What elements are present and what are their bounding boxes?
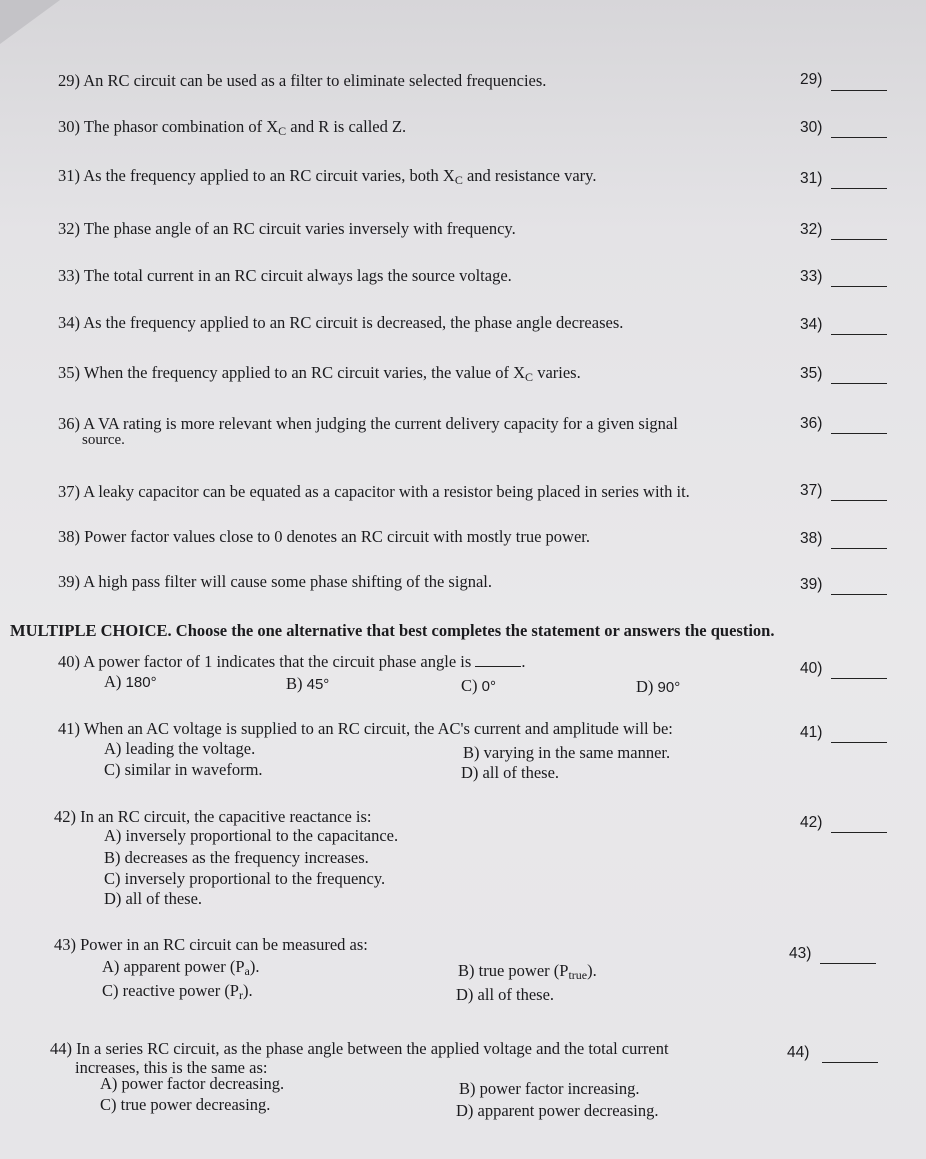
question-41-option-b[interactable]: B) varying in the same manner.: [463, 743, 671, 762]
question-43-text: 43) Power in an RC circuit can be measured as:: [54, 935, 368, 954]
answer-blank-39[interactable]: [831, 594, 887, 595]
question-36-continuation: source.: [82, 432, 125, 448]
question-33-number: 33): [800, 268, 823, 285]
question-44-option-a[interactable]: A) power factor decreasing.: [100, 1074, 285, 1093]
question-44-option-c[interactable]: C) true power decreasing.: [100, 1095, 271, 1114]
question-41-option-a[interactable]: A) leading the voltage.: [104, 739, 256, 758]
answer-blank-44[interactable]: [822, 1062, 878, 1063]
answer-blank-29[interactable]: [831, 90, 887, 91]
answer-blank-38[interactable]: [831, 548, 887, 549]
answer-blank-40[interactable]: [831, 678, 887, 679]
multiple-choice-heading: MULTIPLE CHOICE. Choose the one alternative that best completes the statement or answers the question.: [10, 621, 775, 640]
question-36-text: 36) A VA rating is more relevant when judging the current delivery capacity for a given signal: [58, 414, 678, 433]
question-43-option-c[interactable]: C) reactive power $(P_r)$.: [102, 981, 253, 1002]
question-44-continuation: increases, this is the same as:: [75, 1058, 268, 1077]
question-41-number: 41): [800, 724, 823, 741]
answer-blank-34[interactable]: [831, 334, 887, 335]
question-34-number: 34): [800, 316, 823, 333]
question-41-option-c[interactable]: C) similar in waveform.: [104, 760, 263, 779]
answer-blank-33[interactable]: [831, 286, 887, 287]
question-37-number: 37): [800, 482, 823, 499]
question-42-option-a[interactable]: A) inversely proportional to the capacitance.: [104, 826, 399, 845]
question-40-option-b[interactable]: B) 45°: [286, 674, 330, 693]
question-39-text: 39) A high pass filter will cause some phase shifting of the signal.: [58, 572, 492, 591]
question-42-text: 42) In an RC circuit, the capacitive reactance is:: [54, 807, 372, 826]
question-43-number: 43): [789, 945, 812, 962]
answer-blank-36[interactable]: [831, 433, 887, 434]
question-40-number: 40): [800, 660, 823, 677]
question-30-number: 30): [800, 119, 823, 136]
question-40-option-d[interactable]: D) 90°: [636, 677, 681, 696]
question-31-number: 31): [800, 170, 823, 187]
inline-blank: [475, 654, 521, 667]
question-30-text: 30) The phasor combination of $X_C$ and R is called Z.: [58, 117, 407, 138]
question-44-text: 44) In a series RC circuit, as the phase angle between the applied voltage and the total current: [50, 1039, 669, 1058]
page-corner-shadow: [0, 0, 60, 44]
answer-blank-41[interactable]: [831, 742, 887, 743]
question-34-text: 34) As the frequency applied to an RC circuit is decreased, the phase angle decreases.: [58, 313, 624, 332]
question-43-option-b[interactable]: B) true power $(P_{true})$.: [458, 961, 597, 982]
question-33-text: 33) The total current in an RC circuit always lags the source voltage.: [58, 266, 512, 285]
question-37-text: 37) A leaky capacitor can be equated as a capacitor with a resistor being placed in series with it.: [58, 482, 690, 501]
question-43-option-d[interactable]: D) all of these.: [456, 985, 555, 1004]
question-32-text: 32) The phase angle of an RC circuit varies inversely with frequency.: [58, 219, 516, 238]
question-29-text: 29) An RC circuit can be used as a filter to eliminate selected frequencies.: [58, 71, 547, 90]
answer-blank-35[interactable]: [831, 383, 887, 384]
question-41-option-d[interactable]: D) all of these.: [461, 763, 560, 782]
question-40-text: 40) A power factor of 1 indicates that the circuit phase angle is .: [58, 652, 526, 671]
answer-blank-42[interactable]: [831, 832, 887, 833]
question-44-number: 44): [787, 1044, 810, 1061]
question-39-number: 39): [800, 576, 823, 593]
question-35-number: 35): [800, 365, 823, 382]
question-42-option-b[interactable]: B) decreases as the frequency increases.: [104, 848, 369, 867]
question-41-text: 41) When an AC voltage is supplied to an RC circuit, the AC's current and amplitude will be:: [58, 719, 673, 738]
question-44-option-b[interactable]: B) power factor increasing.: [459, 1079, 640, 1098]
question-35-text: 35) When the frequency applied to an RC circuit varies, the value of $X_C$ varies.: [58, 363, 581, 384]
answer-blank-32[interactable]: [831, 239, 887, 240]
answer-blank-31[interactable]: [831, 188, 887, 189]
question-44-option-d[interactable]: D) apparent power decreasing.: [456, 1101, 659, 1120]
question-36-number: 36): [800, 415, 823, 432]
answer-blank-43[interactable]: [820, 963, 876, 964]
question-40-option-a[interactable]: A) 180°: [104, 672, 157, 691]
question-32-number: 32): [800, 221, 823, 238]
answer-blank-30[interactable]: [831, 137, 887, 138]
question-42-option-d[interactable]: D) all of these.: [104, 889, 203, 908]
question-42-option-c[interactable]: C) inversely proportional to the frequency.: [104, 869, 386, 888]
question-43-option-a[interactable]: A) apparent power $(P_a)$.: [102, 957, 260, 978]
question-42-number: 42): [800, 814, 823, 831]
question-31-text: 31) As the frequency applied to an RC circuit varies, both $X_C$ and resistance vary.: [58, 166, 597, 187]
question-38-text: 38) Power factor values close to 0 denotes an RC circuit with mostly true power.: [58, 527, 591, 546]
question-29-number: 29): [800, 71, 823, 88]
question-38-number: 38): [800, 530, 823, 547]
answer-blank-37[interactable]: [831, 500, 887, 501]
question-40-option-c[interactable]: C) 0°: [461, 676, 496, 695]
